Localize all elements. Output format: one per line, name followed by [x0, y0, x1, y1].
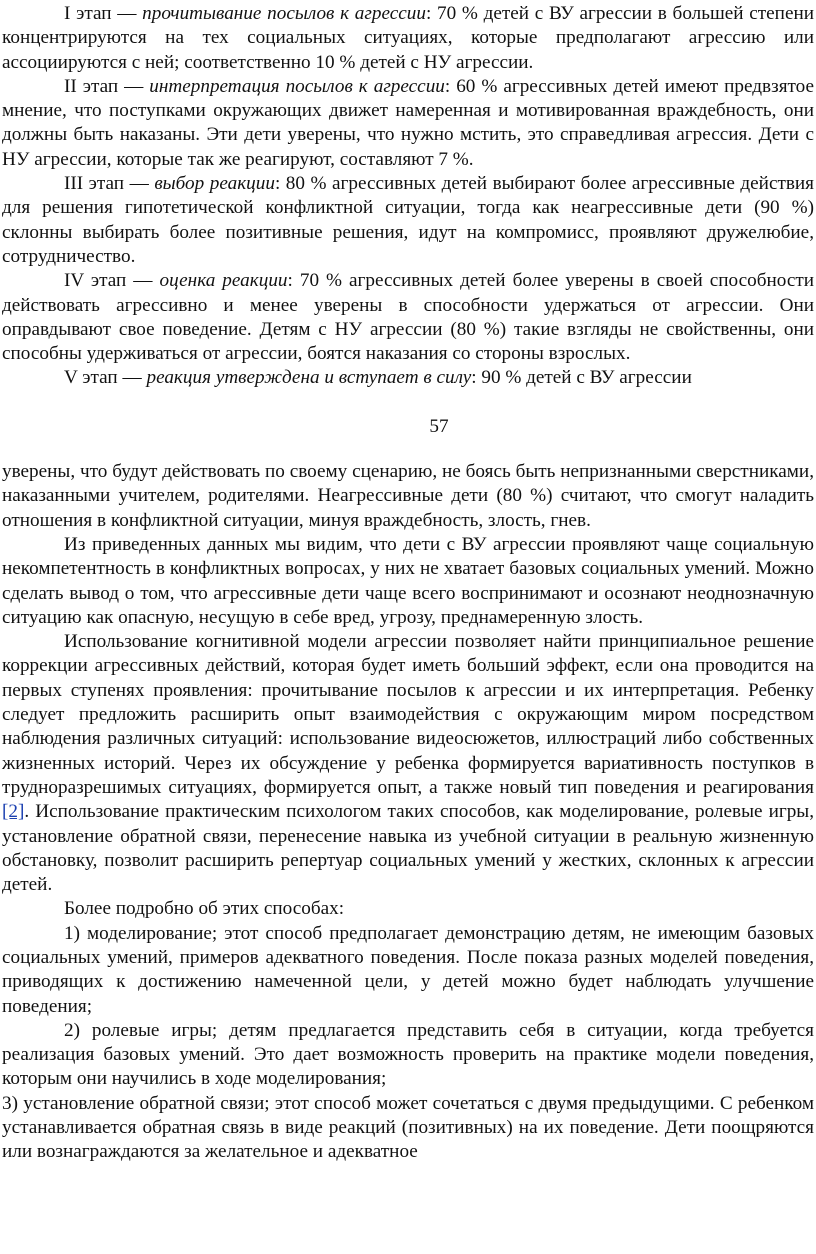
stage-5-label: V этап [64, 367, 118, 389]
method-item-feedback: 3) установление обратной связи; этот способ может сочетаться с двумя предыдущими. С ребенком устанавливается обратная связь в виде реакций (позитивных) на их поведение. Дети поощряются или вознаграждаются за желательное и адекватное [2, 1092, 814, 1163]
method-item-modeling: 1) моделирование; этот способ предполагает демонстрацию детям, не имеющим базовых социальных умений, примеров адекватного поведения. После показа разных моделей поведения, приводящих к достижению намеченной цели, у детей можно будет наблюдать улучшение поведения; [2, 922, 814, 1017]
stage-5-text: : 90 % детей с ВУ агрессии [471, 367, 692, 389]
stage-3-label: III этап [64, 173, 125, 195]
stage-4-title: оценка реакции [159, 270, 288, 292]
stage-1-text: : 70 % детей с ВУ агрессии в большей степени концентрируются на тех социальных ситуациях, которые предполагают агрессию или ассоциируются с ней; соответственно 10 % детей с НУ агрессии. [2, 3, 815, 73]
stage-5-title: реакция утверждена и вступает в силу [146, 367, 472, 389]
continued-paragraph: уверены, что будут действовать по своему сценарию, не боясь быть непризнанными сверстниками, наказанными учителем, родителями. Неагрессивные дети (80 %) считают, что смогут наладить отношения в конфликтной ситуации, минуя враждебность, злость, гнев. [2, 461, 814, 531]
method-item-role-play: 2) ролевые игры; детям предлагается представить себя в ситуации, когда требуется реализация базовых умений. Это дает возможность проверить на практике модели поведения, которым они научились в ходе моделирования; [2, 1019, 814, 1090]
page-number: 57 [429, 415, 449, 437]
methods-intro: Более подробно об этих способах: [64, 898, 345, 920]
stage-2-text: : 60 % агрессивных детей имеют предвзятое мнение, что поступками окружающих движет намеренная и мотивированная враждебность, они должны быть наказаны. Эти дети уверены, что нужно мстить, это справедливая агрессия. Дети с НУ агрессии, которые так же реагируют, составляют 7 %. [2, 75, 814, 170]
stage-1-title: прочитывание посылов к агрессии [142, 3, 426, 24]
stage-3-title: выбор реакции [154, 173, 275, 195]
cognitive-model-paragraph: Использование когнитивной модели агрессии позволяет найти принципиальное решение коррекции агрессивных действий, которая будет иметь больший эффект, если она проводится на первых ступенях проявления: прочитывание посылов к агрессии и их интерпретация. Ребенку следует предложить расширить опыт взаимодействия с окружающим миром посредством наблюдения различных ситуаций: использование видеосюжетов, иллюстраций либо собственных жизненных историй. Через их обсуждение у ребенка формируется вариативность поступков в трудноразрешимых ситуациях, формируется опыт, а также новый тип поведения и реагирования [2]. Использование практическим психологом таких способов, как моделирование, ролевые игры, установление обратной связи, перенесение навыка из учебной ситуации в реальную жизненную обстановку, позволит расширить репертуар социальных умений у жестких, склонных к агрессии детей. [2, 631, 814, 896]
stage-4-paragraph: IV этап — оценка реакции: 70 % агрессивных детей более уверены в своей способности действовать агрессивно и менее уверены в способности удержаться от агрессии. Они оправдывают свое поведение. Детям с НУ агрессии (80 %) такие взгляды не свойственны, они способны удерживаться от агрессии, боятся наказания со стороны взрослых. [2, 270, 815, 365]
stage-3-text: : 80 % агрессивных детей выбирают более агрессивные действия для решения гипотетической конфликтной ситуации, тогда как неагрессивные дети (90 %) склонны выбирать более позитивные решения, идут на компромисс, проявляют дружелюбие, сотрудничество. [2, 173, 815, 267]
stage-1-label: I этап [64, 3, 112, 24]
stage-3-paragraph: III этап — выбор реакции: 80 % агрессивных детей выбирают более агрессивные действия для решения гипотетической конфликтной ситуации, тогда как неагрессивные дети (90 %) склонны выбирать более позитивные решения, идут на компромисс, проявляют дружелюбие, сотрудничество. [2, 173, 815, 267]
stage-4-label: IV этап [64, 270, 127, 292]
stage-2-paragraph: II этап — интерпретация посылов к агрессии: 60 % агрессивных детей имеют предвзятое мнение, что поступками окружающих движет намеренная и мотивированная враждебность, они должны быть наказаны. Эти дети уверены, что нужно мстить, это справедливая агрессия. Дети с НУ агрессии, которые так же реагируют, составляют 7 %. [2, 75, 814, 170]
conclusion-paragraph: Из приведенных данных мы видим, что дети с ВУ агрессии проявляют чаще социальную некомпетентность в конфликтных вопросах, у них не хватает базовых социальных умений. Можно сделать вывод о том, что агрессивные дети чаще всего воспринимают и осознают неоднозначную ситуацию как опасную, несущую в себе вред, угрозу, преднамеренную злость. [2, 533, 814, 628]
stage-4-text: : 70 % агрессивных детей более уверены в своей способности действовать агрессивно и менее уверены в способности удержаться от агрессии. Они оправдывают свое поведение. Детям с НУ агрессии (80 %) такие взгляды не свойственны, они способны удерживаться от агрессии, боятся наказания со стороны взрослых. [2, 270, 815, 365]
stage-5-paragraph: V этап — реакция утверждена и вступает в силу: 90 % детей с ВУ агрессии [64, 367, 692, 389]
reference-link[interactable]: [2] [2, 801, 25, 823]
stage-2-label: II этап [64, 75, 119, 97]
stage-2-title: интерпретация посылов к агрессии [149, 75, 445, 97]
stage-1-paragraph: I этап — прочитывание посылов к агрессии: 70 % детей с ВУ агрессии в большей степени концентрируются на тех социальных ситуациях, которые предполагают агрессию или ассоциируются с ней; соответственно 10 % детей с НУ агрессии. [2, 3, 815, 73]
